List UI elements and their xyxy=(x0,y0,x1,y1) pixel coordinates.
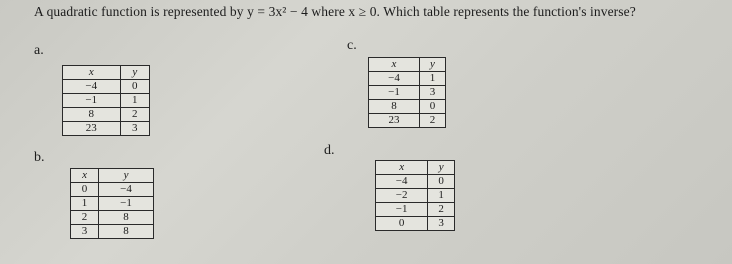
table-header-row xyxy=(63,66,150,80)
table-row xyxy=(63,108,150,122)
cell-x: 0 xyxy=(376,217,428,231)
header-y: y xyxy=(428,161,455,175)
cell-x: −4 xyxy=(376,175,428,189)
cell-y: 8 xyxy=(99,225,154,239)
cell-y: 3 xyxy=(120,122,149,136)
cell-x: 2 xyxy=(71,211,99,225)
table-header-row xyxy=(376,161,455,175)
cell-y: 8 xyxy=(99,211,154,225)
cell-x: −1 xyxy=(63,94,121,108)
cell-x: −2 xyxy=(376,189,428,203)
option-d-label: d. xyxy=(324,143,335,158)
option-d-table xyxy=(375,160,455,231)
table-row xyxy=(376,203,455,217)
cell-x: 0 xyxy=(71,183,99,197)
cell-y: −1 xyxy=(99,197,154,211)
cell-x: −1 xyxy=(369,86,420,100)
header-x: x xyxy=(376,161,428,175)
option-c-label: c. xyxy=(347,38,357,53)
table-header-row xyxy=(71,169,154,183)
table-row xyxy=(63,122,150,136)
table-row xyxy=(369,72,446,86)
cell-y: 3 xyxy=(428,217,455,231)
option-a-table xyxy=(62,65,150,136)
table-row xyxy=(369,114,446,128)
cell-y: 1 xyxy=(120,94,149,108)
cell-x: 1 xyxy=(71,197,99,211)
header-y: y xyxy=(99,169,154,183)
cell-y: 2 xyxy=(428,203,455,217)
header-x: x xyxy=(63,66,121,80)
table-row xyxy=(71,211,154,225)
cell-x: −4 xyxy=(63,80,121,94)
cell-x: 23 xyxy=(63,122,121,136)
table-row xyxy=(376,217,455,231)
cell-y: 1 xyxy=(419,72,445,86)
table-row xyxy=(369,100,446,114)
header-x: x xyxy=(71,169,99,183)
cell-y: 0 xyxy=(419,100,445,114)
option-b-label: b. xyxy=(34,150,45,165)
table-row xyxy=(63,94,150,108)
table-row xyxy=(376,189,455,203)
cell-x: 8 xyxy=(369,100,420,114)
question-text: A quadratic function is represented by y = 3x² − 4 where x ≥ 0. Which table represents the function's inverse? xyxy=(34,4,636,19)
cell-y: 3 xyxy=(419,86,445,100)
cell-y: 2 xyxy=(120,108,149,122)
header-y: y xyxy=(120,66,149,80)
table-row xyxy=(71,197,154,211)
cell-x: 3 xyxy=(71,225,99,239)
cell-y: 0 xyxy=(428,175,455,189)
cell-x: 8 xyxy=(63,108,121,122)
cell-x: −4 xyxy=(369,72,420,86)
table-row xyxy=(71,225,154,239)
cell-x: 23 xyxy=(369,114,420,128)
option-a-label: a. xyxy=(34,43,44,58)
table-row xyxy=(71,183,154,197)
option-b-table xyxy=(70,168,154,239)
header-y: y xyxy=(419,58,445,72)
table-row xyxy=(376,175,455,189)
cell-y: 1 xyxy=(428,189,455,203)
cell-y: −4 xyxy=(99,183,154,197)
cell-y: 0 xyxy=(120,80,149,94)
cell-y: 2 xyxy=(419,114,445,128)
table-row xyxy=(63,80,150,94)
table-row xyxy=(369,86,446,100)
cell-x: −1 xyxy=(376,203,428,217)
option-c-table xyxy=(368,57,446,128)
table-header-row xyxy=(369,58,446,72)
header-x: x xyxy=(369,58,420,72)
